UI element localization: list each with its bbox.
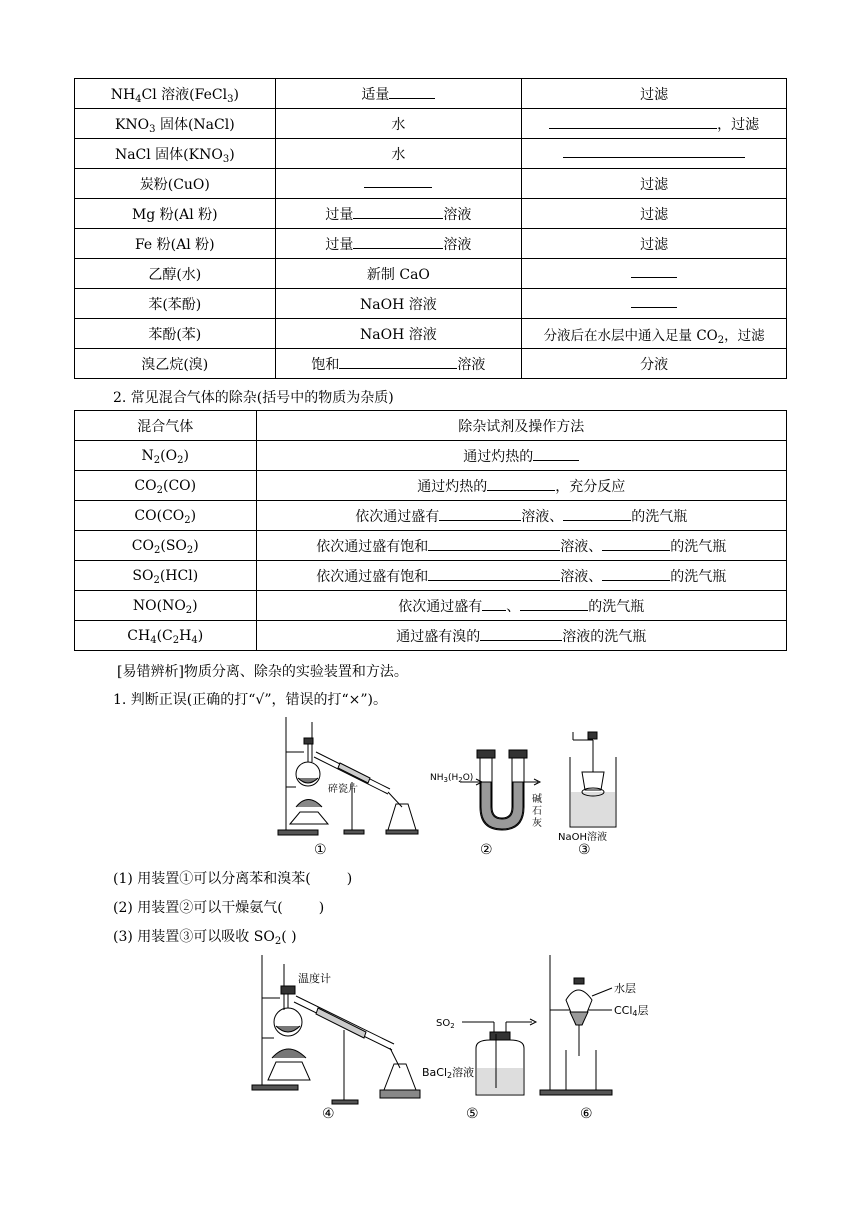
mixture-cell: 炭粉(CuO) xyxy=(75,169,276,199)
method-cell: 分液 xyxy=(522,349,787,379)
method-cell: 通过盛有溴的 溶液的洗气瓶 xyxy=(256,621,786,651)
label-apparatus-1: ① xyxy=(314,842,327,858)
gas-cell: $SO_2(HCl)$ xyxy=(75,561,257,591)
method-cell: 依次通过盛有饱和 溶液、 的洗气瓶 xyxy=(256,531,786,561)
label-thermometer: 温度计 xyxy=(298,972,331,985)
mixture-cell: 苯(苯酚) xyxy=(75,289,276,319)
impurity-table-solids xyxy=(74,78,787,379)
gas-cell: $CO(CO_2)$ xyxy=(75,501,257,531)
label-water-layer: 水层 xyxy=(614,982,636,995)
analysis-title: [易错辨析]物质分离、除杂的实验装置和方法。 xyxy=(117,664,408,680)
answer-blank xyxy=(549,116,717,129)
question-1: (1) 用装置①可以分离苯和溴苯( ) xyxy=(113,871,353,887)
method-cell: 依次通过盛有饱和 溶液、 的洗气瓶 xyxy=(256,561,786,591)
answer-blank xyxy=(533,448,579,461)
reagent-cell xyxy=(275,169,522,199)
table-row xyxy=(75,621,787,651)
gas-cell: $NO(NO_2)$ xyxy=(75,591,257,621)
reagent-cell: 新制 CaO xyxy=(275,259,522,289)
gas-cell: $N_2(O_2)$ xyxy=(75,441,257,471)
label-naoh-solution: NaOH溶液 xyxy=(558,832,607,843)
reagent-cell: 水 xyxy=(275,139,522,169)
mixture-cell: $NH_4Cl$ 溶液(FeCl$_3$) xyxy=(75,79,276,109)
answer-blank xyxy=(631,265,677,278)
answer-blank xyxy=(520,598,588,611)
gas-cell: $CO_2(SO_2)$ xyxy=(75,531,257,561)
mixture-cell: NaCl 固体$(KNO_3)$ xyxy=(75,139,276,169)
label-ccl4-layer: CCl4层 xyxy=(614,1004,649,1018)
answer-blank xyxy=(563,508,631,521)
label-soda-lime-1: 碱 xyxy=(532,794,542,805)
apparatus-figure-2 xyxy=(240,950,660,1125)
table-row xyxy=(75,289,787,319)
method-cell: 过滤 xyxy=(522,199,787,229)
method-cell: 依次通过盛有 、 的洗气瓶 xyxy=(256,591,786,621)
method-cell: 过滤 xyxy=(522,79,787,109)
table-row xyxy=(75,471,787,501)
answer-blank xyxy=(602,568,670,581)
table-row xyxy=(75,349,787,379)
table-row xyxy=(75,319,787,349)
table-row xyxy=(75,591,787,621)
table-row xyxy=(75,199,787,229)
mixture-cell: 溴乙烷(溴) xyxy=(75,349,276,379)
answer-blank xyxy=(487,478,555,491)
table-row xyxy=(75,79,787,109)
answer-blank xyxy=(353,236,443,249)
label-apparatus-3: ③ xyxy=(578,842,591,858)
gas-cell: $CO_2(CO)$ xyxy=(75,471,257,501)
reagent-cell: NaOH 溶液 xyxy=(275,289,522,319)
label-nh3: $NH_3(H_2O)$ xyxy=(430,773,474,784)
method-cell: 分液后在水层中通入足量 $CO_2$，过滤 xyxy=(522,319,787,349)
method-cell: 依次通过盛有 溶液、 的洗气瓶 xyxy=(256,501,786,531)
table-row xyxy=(75,169,787,199)
method-cell: 通过灼热的 xyxy=(256,441,786,471)
mixture-cell: $KNO_3$ 固体(NaCl) xyxy=(75,109,276,139)
answer-blank xyxy=(439,508,521,521)
reagent-cell: NaOH 溶液 xyxy=(275,319,522,349)
question-1-title: 1. 判断正误(正确的打“√”，错误的打“×”)。 xyxy=(113,692,388,708)
label-soda-lime-2: 石 xyxy=(532,806,542,817)
reagent-cell: 过量 溶液 xyxy=(275,229,522,259)
method-cell: ，过滤 xyxy=(522,109,787,139)
question-3: (3) 用装置③可以吸收 $SO_2$( ) xyxy=(113,929,297,947)
answer-blank xyxy=(428,538,560,551)
column-header: 除杂试剂及操作方法 xyxy=(256,411,786,441)
answer-blank xyxy=(480,628,562,641)
label-soda-lime-3: 灰 xyxy=(532,818,542,829)
label-apparatus-2: ② xyxy=(480,842,493,858)
reagent-cell: 水 xyxy=(275,109,522,139)
label-apparatus-5: ⑤ xyxy=(466,1106,479,1122)
reagent-cell: 适量 xyxy=(275,79,522,109)
mixture-cell: 苯酚(苯) xyxy=(75,319,276,349)
method-cell xyxy=(522,259,787,289)
column-header: 混合气体 xyxy=(75,411,257,441)
table-header-row xyxy=(75,411,787,441)
method-cell: 过滤 xyxy=(522,229,787,259)
answer-blank xyxy=(602,538,670,551)
table-row xyxy=(75,259,787,289)
table-row xyxy=(75,441,787,471)
mixture-cell: 乙醇(水) xyxy=(75,259,276,289)
table-row xyxy=(75,531,787,561)
impurity-table-gases xyxy=(74,410,787,651)
label-apparatus-4: ④ xyxy=(322,1106,335,1122)
answer-blank xyxy=(389,86,435,99)
answer-blank xyxy=(428,568,560,581)
mixture-cell: Fe 粉(Al 粉) xyxy=(75,229,276,259)
table-row xyxy=(75,561,787,591)
table-row xyxy=(75,139,787,169)
method-cell xyxy=(522,139,787,169)
reagent-cell: 过量 溶液 xyxy=(275,199,522,229)
answer-blank xyxy=(339,356,457,369)
answer-blank xyxy=(631,295,677,308)
method-cell xyxy=(522,289,787,319)
label-broken-porcelain: 碎瓷片 xyxy=(328,784,358,795)
method-cell: 通过灼热的 ，充分反应 xyxy=(256,471,786,501)
label-bacl2-solution: BaCl2溶液 xyxy=(422,1066,475,1080)
answer-blank xyxy=(563,145,745,158)
apparatus-figure-1 xyxy=(270,712,620,862)
answer-blank xyxy=(353,206,443,219)
label-apparatus-6: ⑥ xyxy=(580,1106,593,1122)
table-row xyxy=(75,109,787,139)
label-so2: $SO_2$ xyxy=(436,1018,455,1030)
gas-cell: $CH_4(C_2H_4)$ xyxy=(75,621,257,651)
answer-blank xyxy=(482,598,506,611)
method-cell: 过滤 xyxy=(522,169,787,199)
question-2: (2) 用装置②可以干燥氨气( ) xyxy=(113,900,325,916)
section-2-title: 2. 常见混合气体的除杂(括号中的物质为杂质) xyxy=(113,390,394,406)
table-row xyxy=(75,501,787,531)
mixture-cell: Mg 粉(Al 粉) xyxy=(75,199,276,229)
answer-blank xyxy=(364,175,432,188)
table-row xyxy=(75,229,787,259)
reagent-cell: 饱和 溶液 xyxy=(275,349,522,379)
